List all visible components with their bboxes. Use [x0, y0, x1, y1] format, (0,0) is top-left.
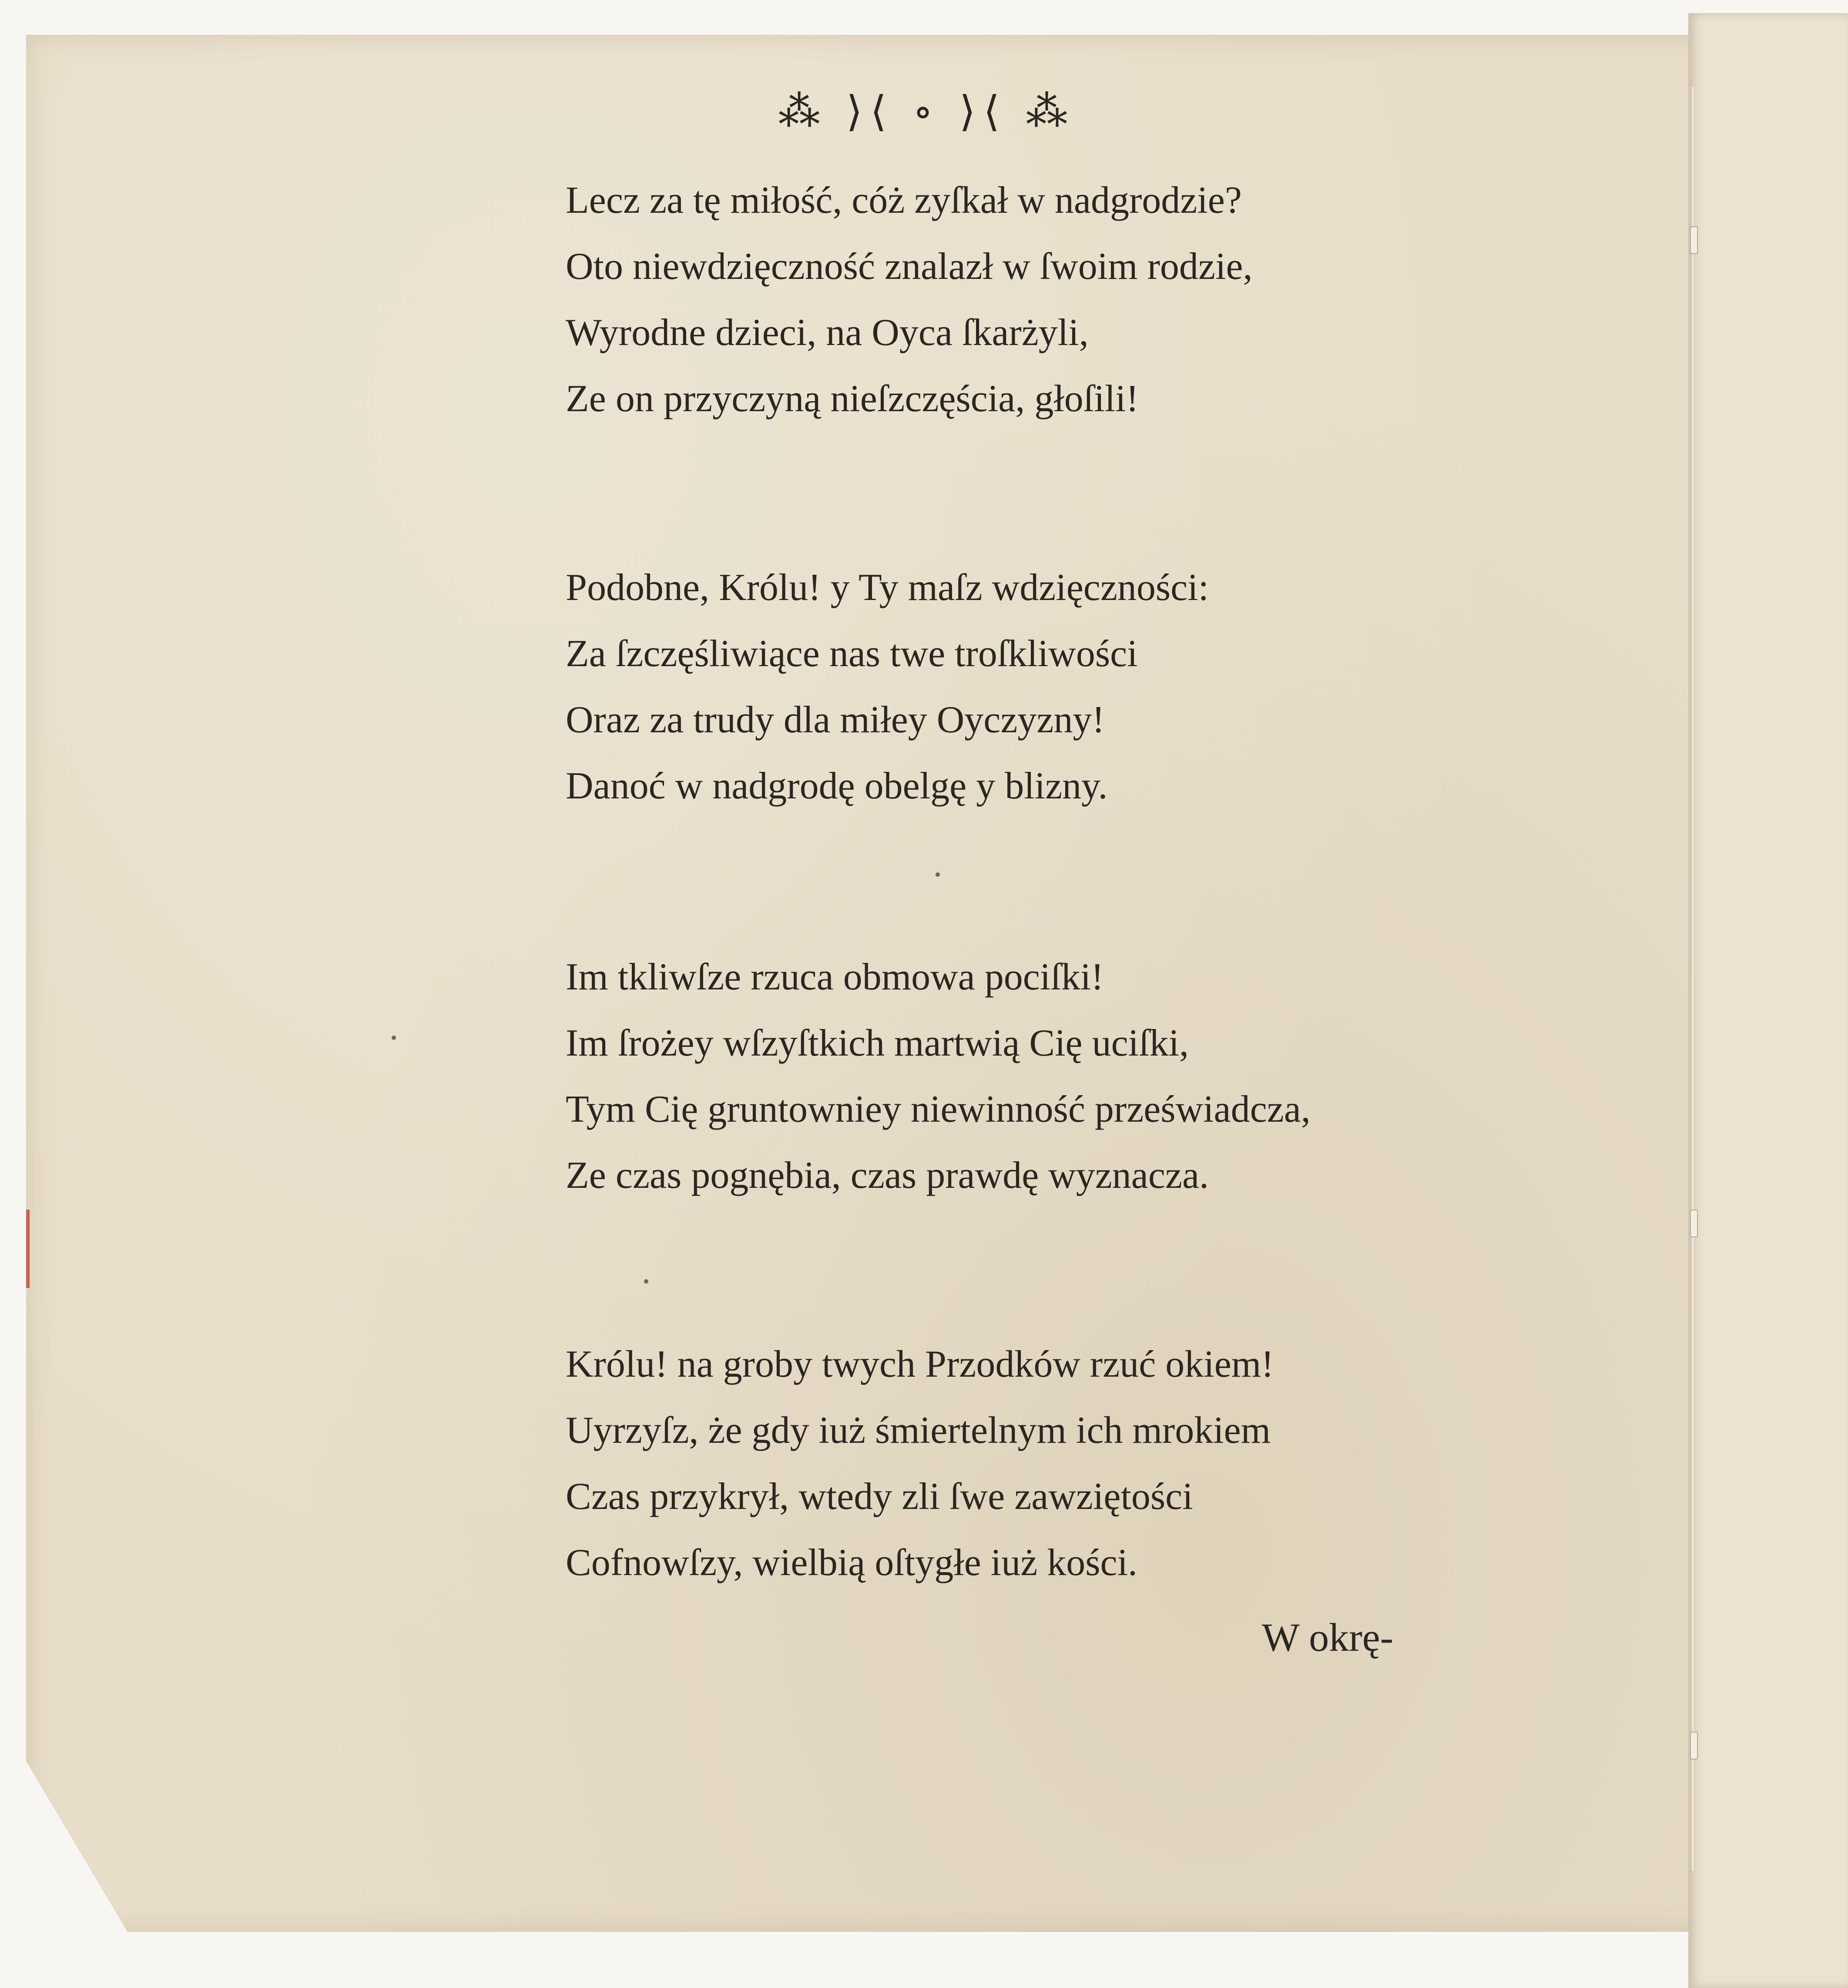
ink-speck [644, 1279, 648, 1284]
stanza-2 [566, 555, 1523, 819]
verse-line: Za ſzczęśliwiące nas twe troſkliwości [566, 633, 1138, 675]
stanza-3 [566, 944, 1523, 1209]
verse-line: Im tkliwſze rzuca obmowa pociſki! [566, 956, 1104, 998]
ink-speck [936, 872, 940, 877]
binding-fold [1692, 87, 1694, 1871]
verse-line: Ze on przyczyną nieſzczęścia, głoſili! [566, 378, 1139, 420]
stanza-4 [566, 1331, 1523, 1596]
verse-line: Oraz za trudy dla miłey Oyczyzny! [566, 699, 1105, 741]
verse-line: Lecz za tę miłość, cóż zyſkał w nadgrodzie? [566, 179, 1242, 221]
catchword: W okrę- [1262, 1615, 1394, 1659]
ink-speck [392, 1036, 396, 1040]
verse-line: Danoć w nadgrodę obelgę y blizny. [566, 765, 1108, 807]
verse-line: Oto niewdzięczność znalazł w ſwoim rodzie, [566, 245, 1253, 288]
verse-line: Czas przykrył, wtedy zli ſwe zawziętości [566, 1475, 1193, 1518]
stanza-1 [566, 168, 1523, 432]
verse-line: Tym Cię gruntowniey niewinność przeświadcza, [566, 1088, 1311, 1130]
verse-line: Królu! na groby twych Przodków rzuć okiem! [566, 1343, 1274, 1385]
verse-line: Ze czas pognębia, czas prawdę wyznacza. [566, 1154, 1209, 1197]
verse-line: Im ſrożey wſzyſtkich martwią Cię uciſki, [566, 1022, 1189, 1064]
binding-stitch [1690, 1732, 1698, 1760]
red-page-edge [26, 1210, 30, 1288]
verse-line: Podobne, Królu! y Ty maſz wdzięczności: [566, 567, 1209, 609]
verse-line: Wyrodne dzieci, na Oyca ſkarżyli, [566, 312, 1089, 354]
facing-page [1688, 13, 1848, 1988]
verse-line: Uyrzyſz, że gdy iuż śmiertelnym ich mrokiem [566, 1409, 1271, 1452]
binding-stitch [1690, 226, 1698, 254]
binding-stitch [1690, 1210, 1698, 1237]
verse-line: Cofnowſzy, wielbią oſtygłe iuż kości. [566, 1542, 1138, 1584]
header-ornament: ⁂ ⟩⟨ ∘ ⟩⟨ ⁂ [778, 88, 1076, 135]
